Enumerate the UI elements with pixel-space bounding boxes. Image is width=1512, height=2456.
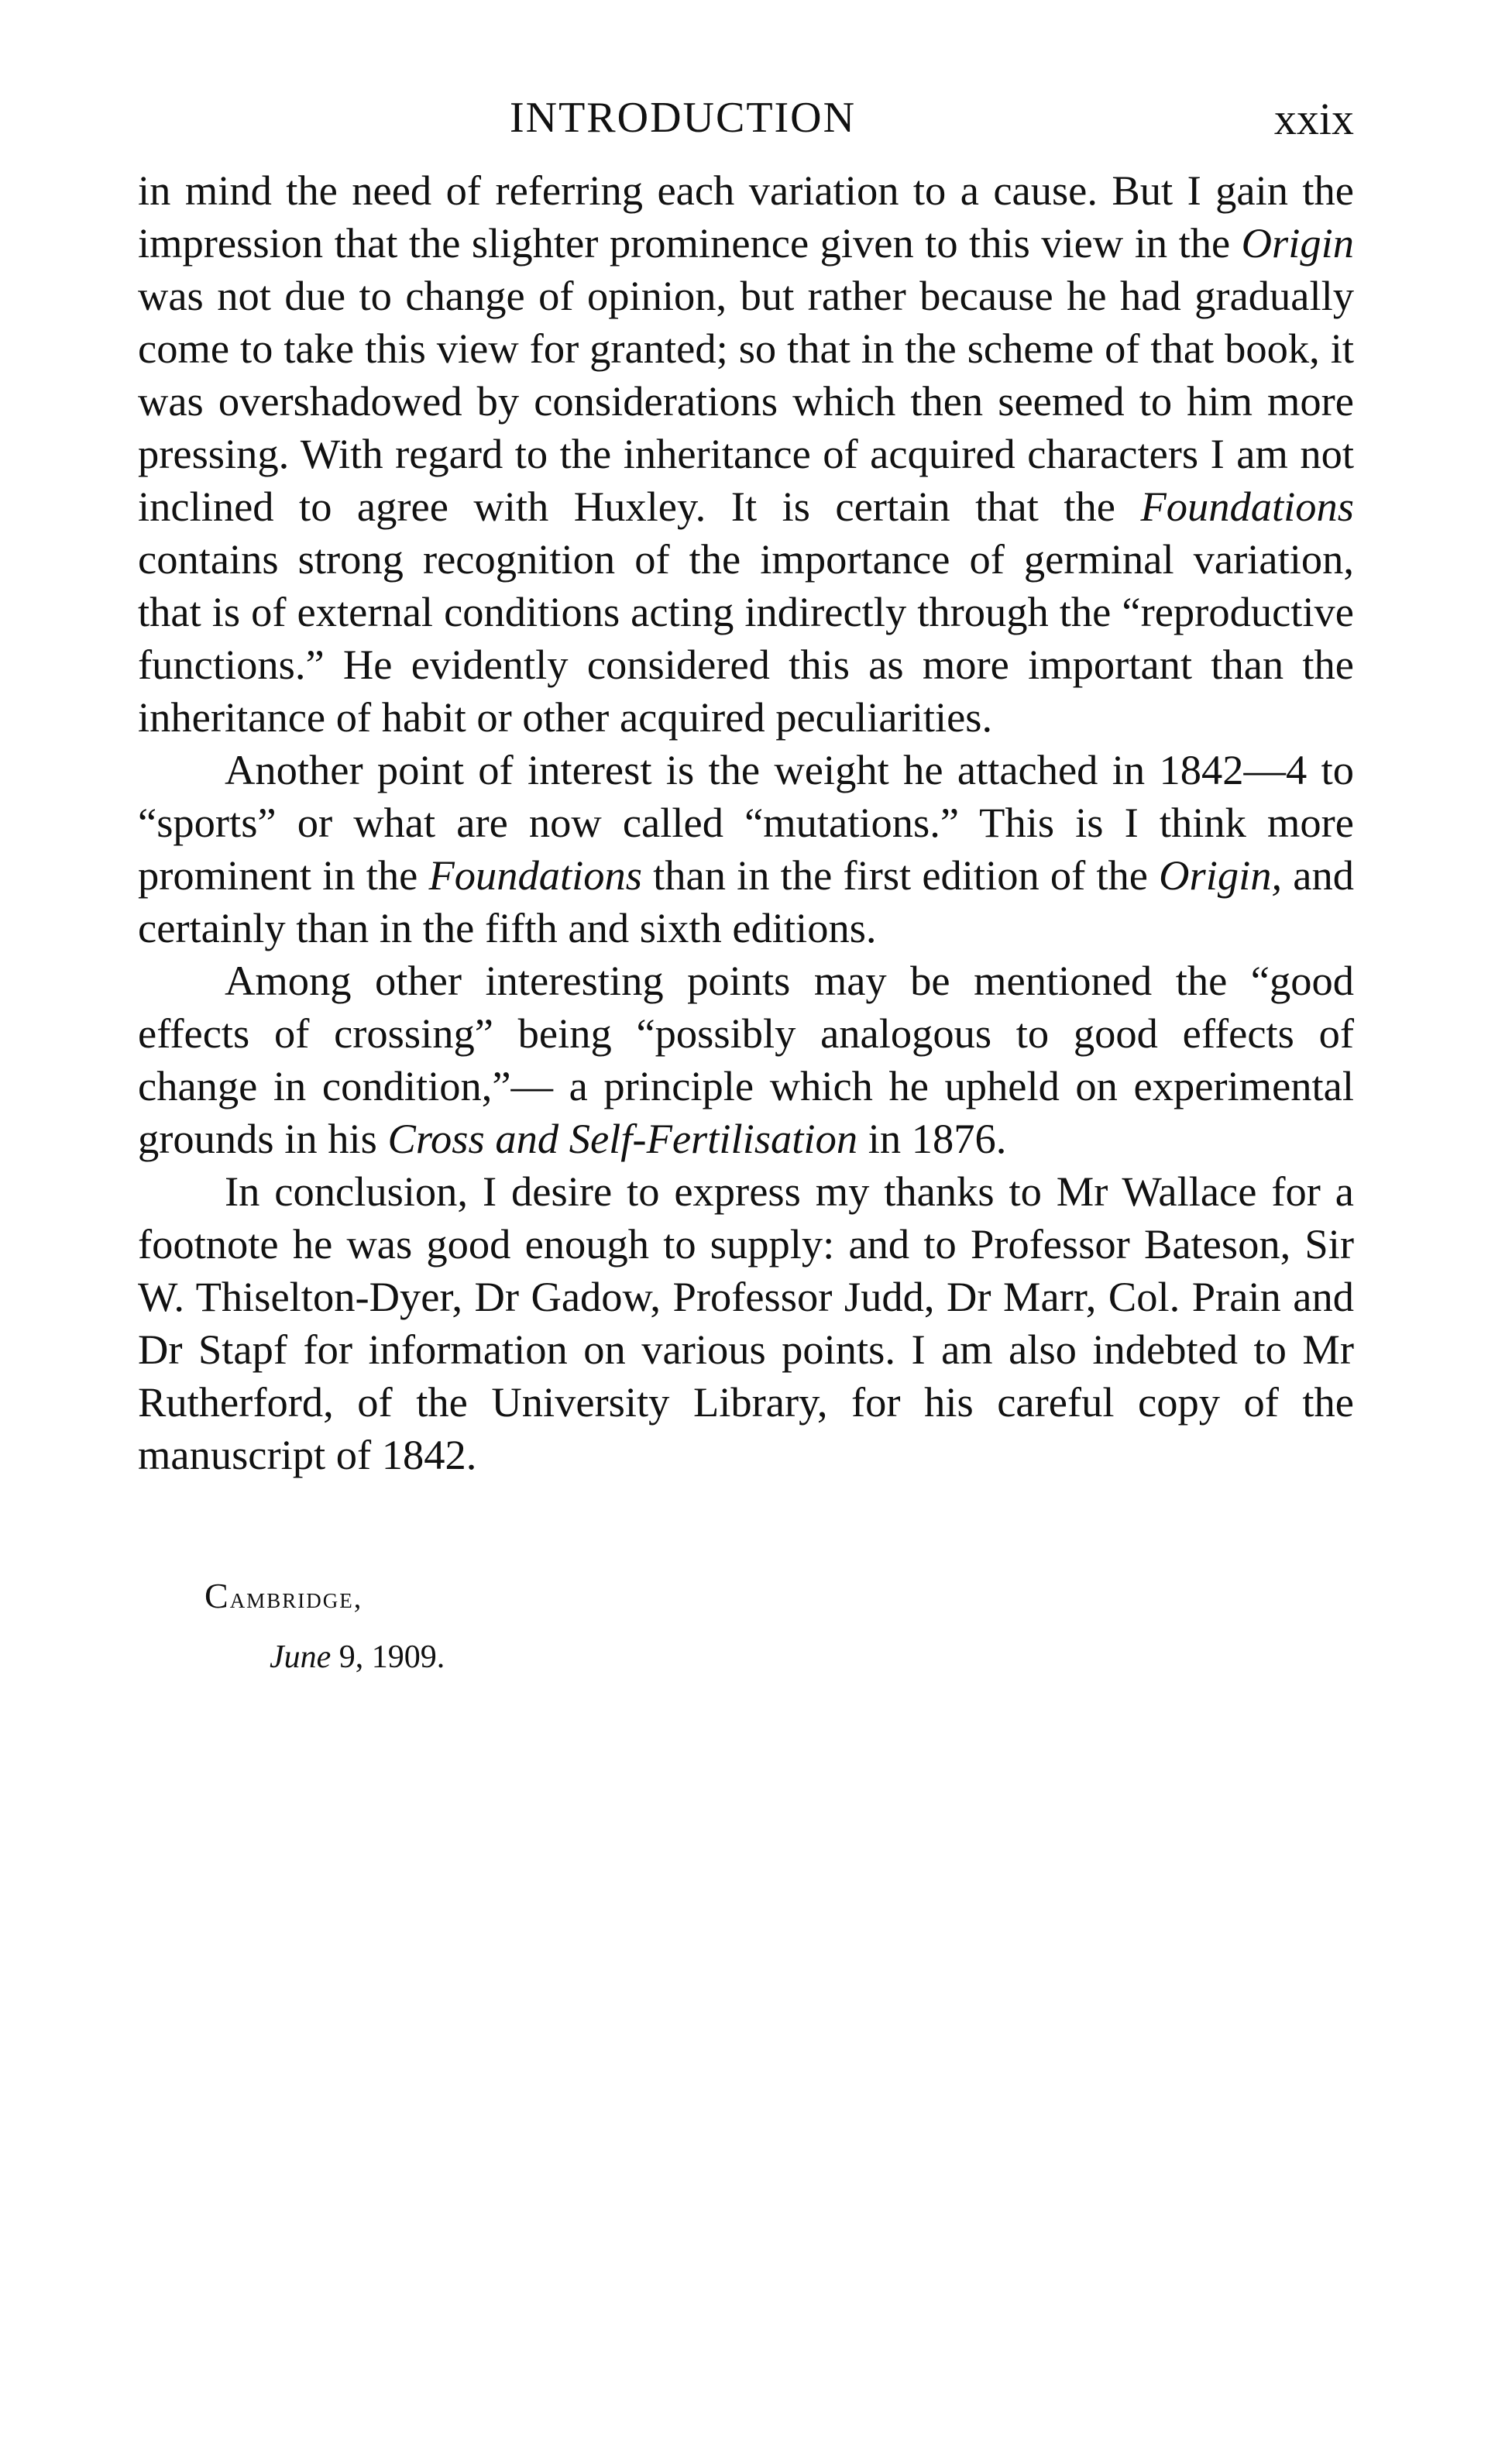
book-page	[138, 93, 1354, 1680]
signoff-place	[204, 1573, 1354, 1622]
text-segment: and certainly than in the fifth and sixth editions.	[138, 851, 1354, 951]
italic-title: Cross and Self-Fertilisation	[387, 1115, 858, 1162]
paragraph-4	[138, 1165, 1354, 1481]
page-number: xxix	[1273, 94, 1354, 144]
place-initial: C	[204, 1576, 230, 1615]
italic-title: Foundations	[1140, 483, 1354, 530]
text-segment: Another point of interest is the weight he attached in 1842—4 to “sports” or what are now called “mutations.” This is I think more prominent in the	[138, 746, 1354, 899]
place-rest: ambridge,	[229, 1582, 363, 1615]
text-segment: In conclusion, I desire to express my thanks to Mr Wallace for a footnote he was good enough to supply: and to Professor Bateson, Sir W. Thiselton-Dyer, Dr Gadow, Professor Judd, Dr Marr, Col. Prain and Dr Stapf for information on various points. I am also indebted to Mr Rutherford, of the University Library, for his careful copy of the manuscript of 1842.	[138, 1168, 1354, 1478]
signoff-date	[270, 1634, 1354, 1680]
italic-title: Foundations	[428, 851, 642, 899]
running-title: INTRODUCTION	[510, 94, 857, 142]
text-segment: in mind the need of referring each variation to a cause. But I gain the impression that the slighter prominence given to this view in the	[138, 167, 1354, 267]
date-month: June	[270, 1639, 332, 1675]
italic-title: Origin	[1241, 219, 1354, 267]
paragraph-2	[138, 744, 1354, 955]
italic-title: Origin,	[1159, 851, 1283, 899]
running-header	[138, 93, 1354, 158]
paragraph-3	[138, 955, 1354, 1165]
body-text	[138, 164, 1354, 1481]
signoff	[138, 1573, 1354, 1680]
text-segment: in 1876.	[857, 1115, 1007, 1162]
text-segment: was not due to change of opinion, but rather because he had gradually come to take this view for granted; so that in the scheme of that book, it was overshadowed by considerations which then seemed to him more pressing. With regard to the inheritance of acquired characters I am not inclined to agree with Huxley. It is certain that the	[138, 272, 1354, 530]
text-segment: than in the first edition of the	[642, 851, 1160, 899]
date-rest: 9, 1909.	[331, 1639, 445, 1675]
text-segment: Among other interesting points may be mentioned the “good effects of crossing” being “possibly analogous to good effects of change in condition,”— a principle which he upheld on experimental grounds in his	[138, 957, 1354, 1162]
paragraph-1	[138, 164, 1354, 744]
text-segment: contains strong recognition of the importance of germinal variation, that is of external conditions acting indirectly through the “reproductive functions.” He evidently considered this as more important than the inheritance of habit or other acquired peculiarities.	[138, 535, 1354, 741]
